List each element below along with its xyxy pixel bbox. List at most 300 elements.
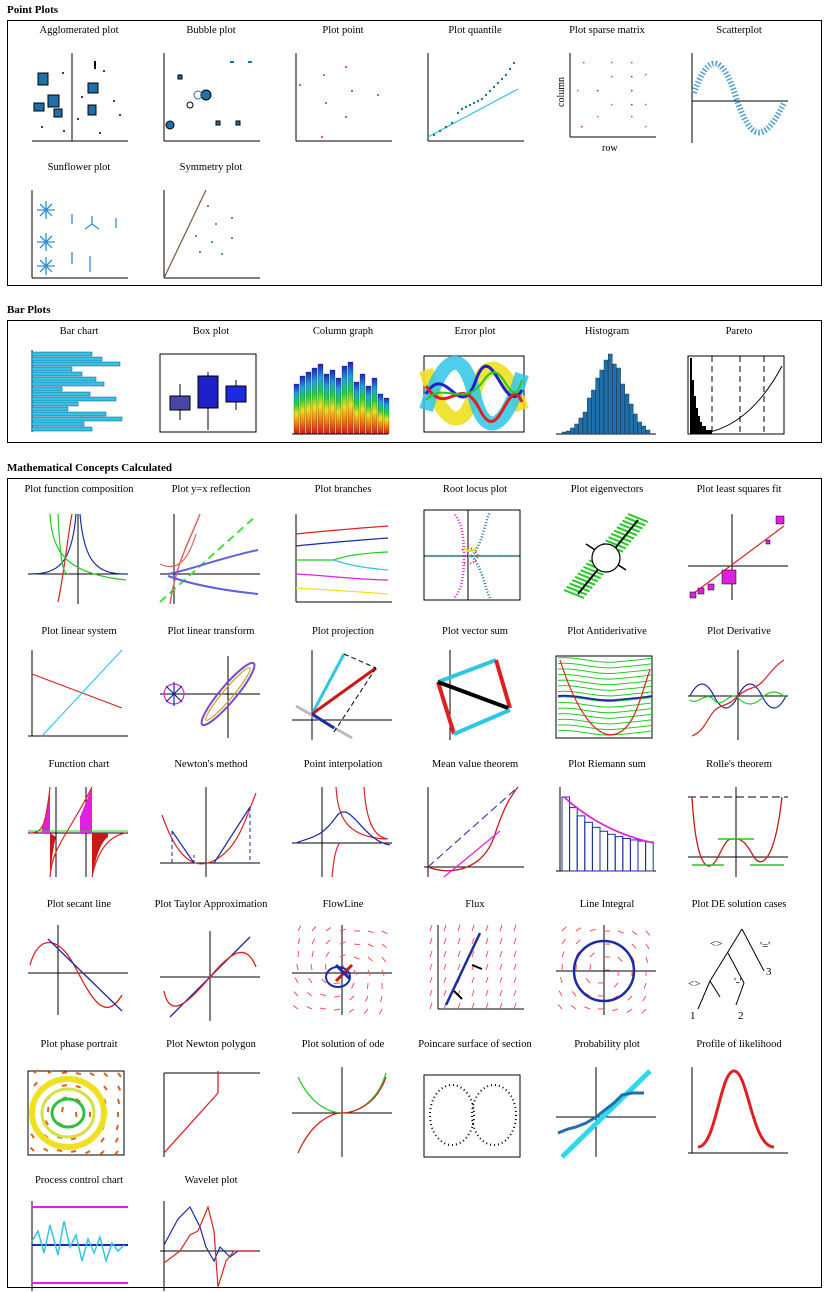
tile-caption: Root locus plot: [442, 484, 508, 495]
histogram-bar: [642, 426, 646, 434]
bar: [32, 422, 84, 426]
field-arrow: [458, 964, 460, 970]
tile-bubble-plot[interactable]: [146, 25, 276, 49]
histogram-bar: [617, 368, 621, 434]
field-arrow: [320, 994, 326, 996]
field-arrow: [572, 991, 576, 996]
field-arrow: [352, 983, 354, 988]
bar: [32, 387, 62, 391]
tile-caption: Bubble plot: [186, 25, 236, 36]
field-arrow: [458, 925, 460, 931]
svg-text:•: •: [596, 88, 600, 95]
bar-chart-thumbnail: [28, 350, 128, 440]
tile-caption: Wavelet plot: [184, 1175, 238, 1186]
field-arrow: [297, 964, 298, 970]
poincare-thumbnail: [424, 1071, 524, 1161]
field-arrow: [561, 977, 562, 983]
histogram-bar: [587, 398, 591, 434]
tile-caption: Plot phase portrait: [40, 1039, 118, 1050]
field-arrow: [562, 951, 564, 957]
field-arrow: [486, 977, 488, 983]
root-locus-thumbnail: [424, 510, 524, 600]
antiderivative-curve: [558, 669, 652, 674]
field-arrow: [368, 944, 373, 947]
field-arrow: [326, 940, 330, 944]
field-arrow: [101, 1138, 104, 1142]
field-arrow: [444, 977, 446, 983]
histogram-bar: [562, 432, 566, 434]
tile-column-graph[interactable]: [278, 326, 408, 350]
field-arrow: [472, 990, 474, 996]
field-arrow: [116, 1138, 118, 1142]
bar: [32, 402, 78, 406]
tile-caption: Function chart: [48, 759, 110, 770]
tile-caption: Agglomerated plot: [39, 25, 119, 36]
histogram-bar: [570, 428, 574, 434]
field-arrow: [293, 1006, 298, 1009]
column: [330, 370, 335, 434]
field-arrow: [627, 1009, 632, 1012]
tile-caption: Profile of likelihood: [696, 1039, 782, 1050]
tile-plot-quantile[interactable]: [410, 25, 540, 49]
plot-sparse-matrix-thumbnail: [556, 53, 656, 154]
plot-branches-thumbnail: [292, 514, 392, 604]
field-arrow: [430, 1003, 432, 1009]
field-arrow: [326, 952, 329, 957]
tile-poincare-surface-of-section[interactable]: [410, 1039, 540, 1063]
solution-of-ode-thumbnail: [292, 1067, 392, 1157]
field-arrow: [307, 992, 312, 996]
field-arrow: [430, 938, 432, 944]
tile-flowline[interactable]: [278, 899, 408, 923]
field-arrow: [618, 957, 622, 961]
antiderivative-thumbnail: [556, 650, 656, 740]
histogram-bar: [591, 390, 595, 434]
riemann-rect: [630, 840, 638, 871]
tile-plot-vector-sum[interactable]: [410, 626, 540, 650]
function-chart-thumbnail: [28, 787, 128, 877]
tile-plot-secant-line[interactable]: [14, 899, 144, 923]
tile-newtons-method[interactable]: [146, 759, 276, 783]
tile-function-chart[interactable]: [14, 759, 144, 783]
field-arrow: [500, 1003, 502, 1009]
tile-point-interpolation[interactable]: [278, 759, 408, 783]
tile-plot-linear-transform[interactable]: [146, 626, 276, 650]
tile-caption: Plot Taylor Approximation: [154, 899, 268, 910]
field-arrow: [76, 1086, 81, 1088]
projection-thumbnail: [292, 650, 392, 740]
tile-caption: Plot linear transform: [167, 626, 255, 637]
tile-agglomerated-plot[interactable]: [14, 25, 144, 49]
histogram-bar: [566, 431, 570, 434]
field-arrow: [430, 925, 432, 931]
tile-plot-antiderivative[interactable]: [542, 626, 672, 650]
field-arrow: [118, 1073, 121, 1077]
tile-caption: Histogram: [584, 326, 630, 337]
tile-caption: Plot Newton polygon: [166, 1039, 256, 1050]
tile-bar-chart[interactable]: [14, 326, 144, 350]
tile-scatterplot[interactable]: [674, 25, 804, 49]
histogram-bar: [612, 364, 616, 434]
riemann-sum-thumbnail: [556, 787, 656, 877]
svg-text:•: •: [630, 114, 634, 121]
tile-sunflower-plot[interactable]: [14, 162, 144, 186]
tile-caption: Pareto: [725, 326, 753, 337]
tile-caption: Plot solution of ode: [301, 1039, 385, 1050]
field-arrow: [381, 996, 382, 1002]
tile-caption: Point interpolation: [303, 759, 383, 770]
histogram-bar: [596, 378, 600, 434]
bar: [32, 412, 106, 416]
field-arrow: [612, 1009, 618, 1011]
panel-math-concepts: [7, 478, 822, 1288]
svg-text:•: •: [630, 60, 634, 67]
field-arrow: [382, 931, 387, 934]
tree-leaf-1: 1: [690, 1010, 696, 1022]
field-arrow: [430, 964, 432, 970]
tile-plot-yx-reflection[interactable]: [146, 484, 276, 508]
bar: [32, 352, 92, 356]
svg-text:•: •: [630, 88, 634, 95]
tile-caption: Error plot: [454, 326, 496, 337]
field-arrow: [632, 931, 637, 935]
field-arrow: [104, 1086, 107, 1090]
tile-probability-plot[interactable]: [542, 1039, 672, 1063]
tile-caption: Plot least squares fit: [696, 484, 782, 495]
riemann-rect: [638, 841, 646, 871]
panel-bar-plots: [7, 320, 822, 443]
field-arrow: [444, 951, 446, 957]
histogram-thumbnail: [556, 350, 656, 440]
field-arrow: [514, 1003, 516, 1009]
column: [312, 368, 317, 434]
tile-plot-phase-portrait[interactable]: [14, 1039, 144, 1063]
tile-plot-eigenvectors[interactable]: [542, 484, 672, 508]
field-arrow: [307, 1007, 312, 1009]
field-arrow: [62, 1085, 67, 1086]
tile-plot-projection[interactable]: [278, 626, 408, 650]
tile-error-plot[interactable]: [410, 326, 540, 350]
tile-plot-least-squares-fit[interactable]: [674, 484, 804, 508]
tile-plot-branches[interactable]: [278, 484, 408, 508]
tile-caption: Probability plot: [574, 1039, 640, 1050]
tile-plot-solution-of-ode[interactable]: [278, 1039, 408, 1063]
tile-line-integral[interactable]: [542, 899, 672, 923]
wavelet-plot-thumbnail: [160, 1201, 260, 1291]
antiderivative-curve: [558, 658, 652, 663]
field-arrow: [364, 1009, 368, 1014]
antiderivative-curve: [558, 708, 652, 713]
svg-text:•: •: [610, 102, 614, 109]
histogram-bar: [629, 404, 633, 434]
svg-text:•: •: [596, 114, 600, 121]
column: [300, 376, 305, 434]
field-arrow: [430, 977, 432, 983]
tile-plot-function-composition[interactable]: [14, 484, 144, 508]
flowline-thumbnail: [292, 925, 392, 1015]
svg-text:•: •: [582, 60, 586, 67]
tile-caption: Poincare surface of section: [418, 1039, 532, 1050]
field-arrow: [118, 1099, 119, 1104]
field-arrow: [586, 978, 590, 983]
scatterplot-thumbnail: [688, 53, 788, 143]
bar: [32, 372, 82, 376]
riemann-rect: [585, 822, 593, 871]
newtons-method-thumbnail: [160, 787, 260, 877]
field-arrow: [295, 978, 298, 983]
field-arrow: [34, 1070, 38, 1073]
tile-plot-derivative[interactable]: [674, 626, 804, 650]
svg-text:•: •: [644, 124, 648, 131]
linear-transform-thumbnail: [160, 650, 260, 740]
field-arrow: [514, 990, 516, 996]
svg-text:•: •: [630, 102, 634, 109]
bar: [32, 392, 90, 396]
field-arrow: [117, 1125, 118, 1130]
tile-plot-riemann-sum[interactable]: [542, 759, 672, 783]
tile-plot-newton-polygon[interactable]: [146, 1039, 276, 1063]
field-arrow: [646, 957, 648, 963]
column: [354, 382, 359, 434]
profile-likelihood-thumbnail: [688, 1067, 788, 1157]
field-arrow: [486, 964, 488, 970]
panel-point-plots: [7, 20, 822, 286]
field-arrow: [354, 957, 360, 959]
field-arrow: [368, 931, 374, 933]
svg-text:•: •: [580, 124, 584, 131]
field-arrow: [514, 925, 516, 931]
histogram-bar: [646, 430, 650, 434]
field-arrow: [571, 1005, 576, 1009]
field-arrow: [472, 925, 474, 931]
field-arrow: [562, 939, 565, 944]
sunflower-plot-thumbnail: [28, 190, 128, 280]
tile-pareto[interactable]: [674, 326, 804, 350]
point-interpolation-thumbnail: [292, 787, 392, 877]
tile-caption: Plot point: [322, 25, 364, 36]
tree-leaf-3: 3: [766, 966, 772, 978]
field-arrow: [486, 990, 488, 996]
field-arrow: [576, 928, 581, 931]
tile-caption: Box plot: [192, 326, 230, 337]
field-arrow: [458, 1003, 460, 1009]
field-arrow: [340, 955, 346, 957]
histogram-bar: [638, 422, 642, 434]
tile-profile-of-likelihood[interactable]: [674, 1039, 804, 1063]
tile-caption: Plot branches: [314, 484, 372, 495]
bar: [32, 407, 68, 411]
field-arrow: [558, 1004, 562, 1009]
histogram-bar: [608, 354, 612, 434]
field-arrow: [430, 990, 432, 996]
phase-portrait-thumbnail: [28, 1067, 128, 1157]
section-title-point-plots: Point Plots: [7, 4, 59, 16]
tile-caption: Line Integral: [579, 899, 635, 910]
field-arrow: [514, 938, 516, 944]
bar: [32, 397, 116, 401]
field-arrow: [458, 951, 460, 957]
histogram-bar: [625, 394, 629, 434]
process-control-thumbnail: [28, 1201, 128, 1291]
histogram-bar: [579, 418, 583, 434]
field-arrow: [34, 1082, 37, 1086]
field-arrow: [368, 957, 372, 961]
svg-text:•: •: [644, 72, 648, 79]
tile-flux[interactable]: [410, 899, 540, 923]
probability-plot-thumbnail: [556, 1067, 656, 1157]
riemann-rect: [623, 839, 631, 871]
taylor-approximation-thumbnail: [160, 931, 260, 1021]
field-arrow: [100, 1151, 104, 1154]
field-arrow: [590, 964, 591, 970]
field-arrow: [309, 978, 312, 983]
tile-caption: Newton's method: [174, 759, 248, 770]
column: [366, 386, 371, 434]
tile-caption: Process control chart: [34, 1175, 124, 1186]
field-arrow: [590, 953, 594, 957]
column: [384, 398, 389, 434]
field-arrow: [90, 1073, 94, 1076]
tile-caption: FlowLine: [322, 899, 364, 910]
tile-caption: Plot function composition: [24, 484, 134, 495]
antiderivative-curve: [558, 663, 652, 668]
field-arrow: [500, 990, 502, 996]
bar: [32, 357, 102, 361]
field-arrow: [367, 983, 368, 989]
tile-plot-taylor-approximation[interactable]: [146, 899, 276, 923]
tile-plot-point[interactable]: [278, 25, 408, 49]
field-arrow: [486, 951, 488, 957]
histogram-bar: [604, 360, 608, 434]
tile-plot-sparse-matrix[interactable]: [542, 25, 672, 154]
column-graph-thumbnail: [292, 350, 392, 440]
field-arrow: [486, 925, 488, 931]
field-arrow: [294, 992, 298, 996]
field-arrow: [104, 1073, 108, 1076]
tile-caption: Flux: [465, 899, 485, 910]
riemann-rect: [615, 837, 623, 871]
field-arrow: [62, 1072, 67, 1073]
column: [378, 394, 383, 434]
symmetry-plot-thumbnail: [160, 190, 260, 280]
tile-caption: Plot vector sum: [442, 626, 508, 637]
field-arrow: [312, 926, 316, 931]
histogram-bar: [633, 414, 637, 434]
tile-caption: Plot Riemann sum: [568, 759, 646, 770]
agglomerated-plot-thumbnail: [28, 53, 128, 143]
tile-caption: Symmetry plot: [179, 162, 243, 173]
tile-caption: Rolle's theorem: [706, 759, 772, 770]
field-arrow: [643, 996, 646, 1001]
least-squares-thumbnail: [688, 510, 788, 600]
field-arrow: [76, 1073, 81, 1074]
tile-caption: Plot y=x reflection: [171, 484, 251, 495]
field-arrow: [298, 926, 301, 931]
field-arrow: [642, 1009, 646, 1013]
field-arrow: [500, 938, 502, 944]
secant-line-thumbnail: [28, 925, 128, 1015]
field-arrow: [514, 964, 516, 970]
riemann-rect: [600, 831, 608, 871]
histogram-bar: [621, 384, 625, 434]
rolles-theorem-thumbnail: [688, 787, 788, 877]
field-arrow: [320, 1008, 326, 1009]
axis-label-column: column: [556, 77, 567, 107]
axis-label-row: row: [602, 143, 618, 154]
field-arrow: [31, 1134, 34, 1138]
tile-caption: Plot projection: [311, 626, 375, 637]
bar: [32, 417, 122, 421]
field-arrow: [298, 938, 300, 944]
riemann-rect: [570, 808, 578, 871]
tile-histogram[interactable]: [542, 326, 672, 350]
bubble-plot-thumbnail: [160, 53, 260, 143]
tree-node-eq: '=': [760, 940, 771, 952]
tile-caption: Plot Derivative: [707, 626, 771, 637]
svg-text:•: •: [610, 74, 614, 81]
tile-caption: Plot sparse matrix: [569, 25, 645, 36]
column: [324, 374, 329, 434]
tile-caption: Column graph: [312, 326, 374, 337]
column: [372, 378, 377, 434]
tile-plot-linear-system[interactable]: [14, 626, 144, 650]
flux-thumbnail: [424, 925, 524, 1015]
bar: [32, 382, 104, 386]
plot-point-thumbnail: [292, 53, 392, 143]
field-arrow: [444, 938, 446, 944]
field-arrow: [71, 1151, 76, 1152]
eigenvectors-thumbnail: [556, 510, 656, 600]
tile-caption: Scatterplot: [716, 25, 762, 36]
svg-text:•: •: [610, 60, 614, 67]
field-arrow: [311, 964, 312, 970]
bar: [32, 362, 120, 366]
tile-caption: Plot quantile: [448, 25, 502, 36]
riemann-rect: [592, 827, 600, 871]
tile-process-control-chart[interactable]: [14, 1175, 144, 1199]
field-arrow: [430, 951, 432, 957]
bar: [32, 427, 92, 431]
field-arrow: [312, 951, 313, 957]
field-arrow: [334, 1009, 340, 1010]
tree-node-minus: '-': [734, 976, 742, 988]
tile-root-locus-plot[interactable]: [410, 484, 540, 508]
tile-mean-value-theorem[interactable]: [410, 759, 540, 783]
tree-leaf-2: 2: [738, 1010, 744, 1022]
tile-plot-de-solution-cases[interactable]: [674, 899, 804, 1022]
riemann-rect: [562, 797, 570, 871]
newton-polygon-thumbnail: [160, 1067, 260, 1157]
tree-node-lt-gt-top: <>: [710, 938, 723, 950]
bar: [32, 367, 72, 371]
field-arrow: [382, 944, 387, 948]
column: [348, 362, 353, 434]
field-arrow: [590, 929, 596, 931]
tile-caption: Sunflower plot: [47, 162, 111, 173]
tile-box-plot[interactable]: [146, 326, 276, 350]
column: [294, 384, 299, 434]
field-arrow: [334, 996, 340, 997]
field-arrow: [444, 990, 446, 996]
field-arrow: [444, 925, 446, 931]
riemann-rect: [608, 834, 616, 871]
field-arrow: [472, 1003, 474, 1009]
tile-rolles-theorem[interactable]: [674, 759, 804, 783]
column: [306, 372, 311, 434]
tile-wavelet-plot[interactable]: [146, 1175, 276, 1199]
line-integral-thumbnail: [556, 925, 656, 1015]
tile-symmetry-plot[interactable]: [146, 162, 276, 186]
